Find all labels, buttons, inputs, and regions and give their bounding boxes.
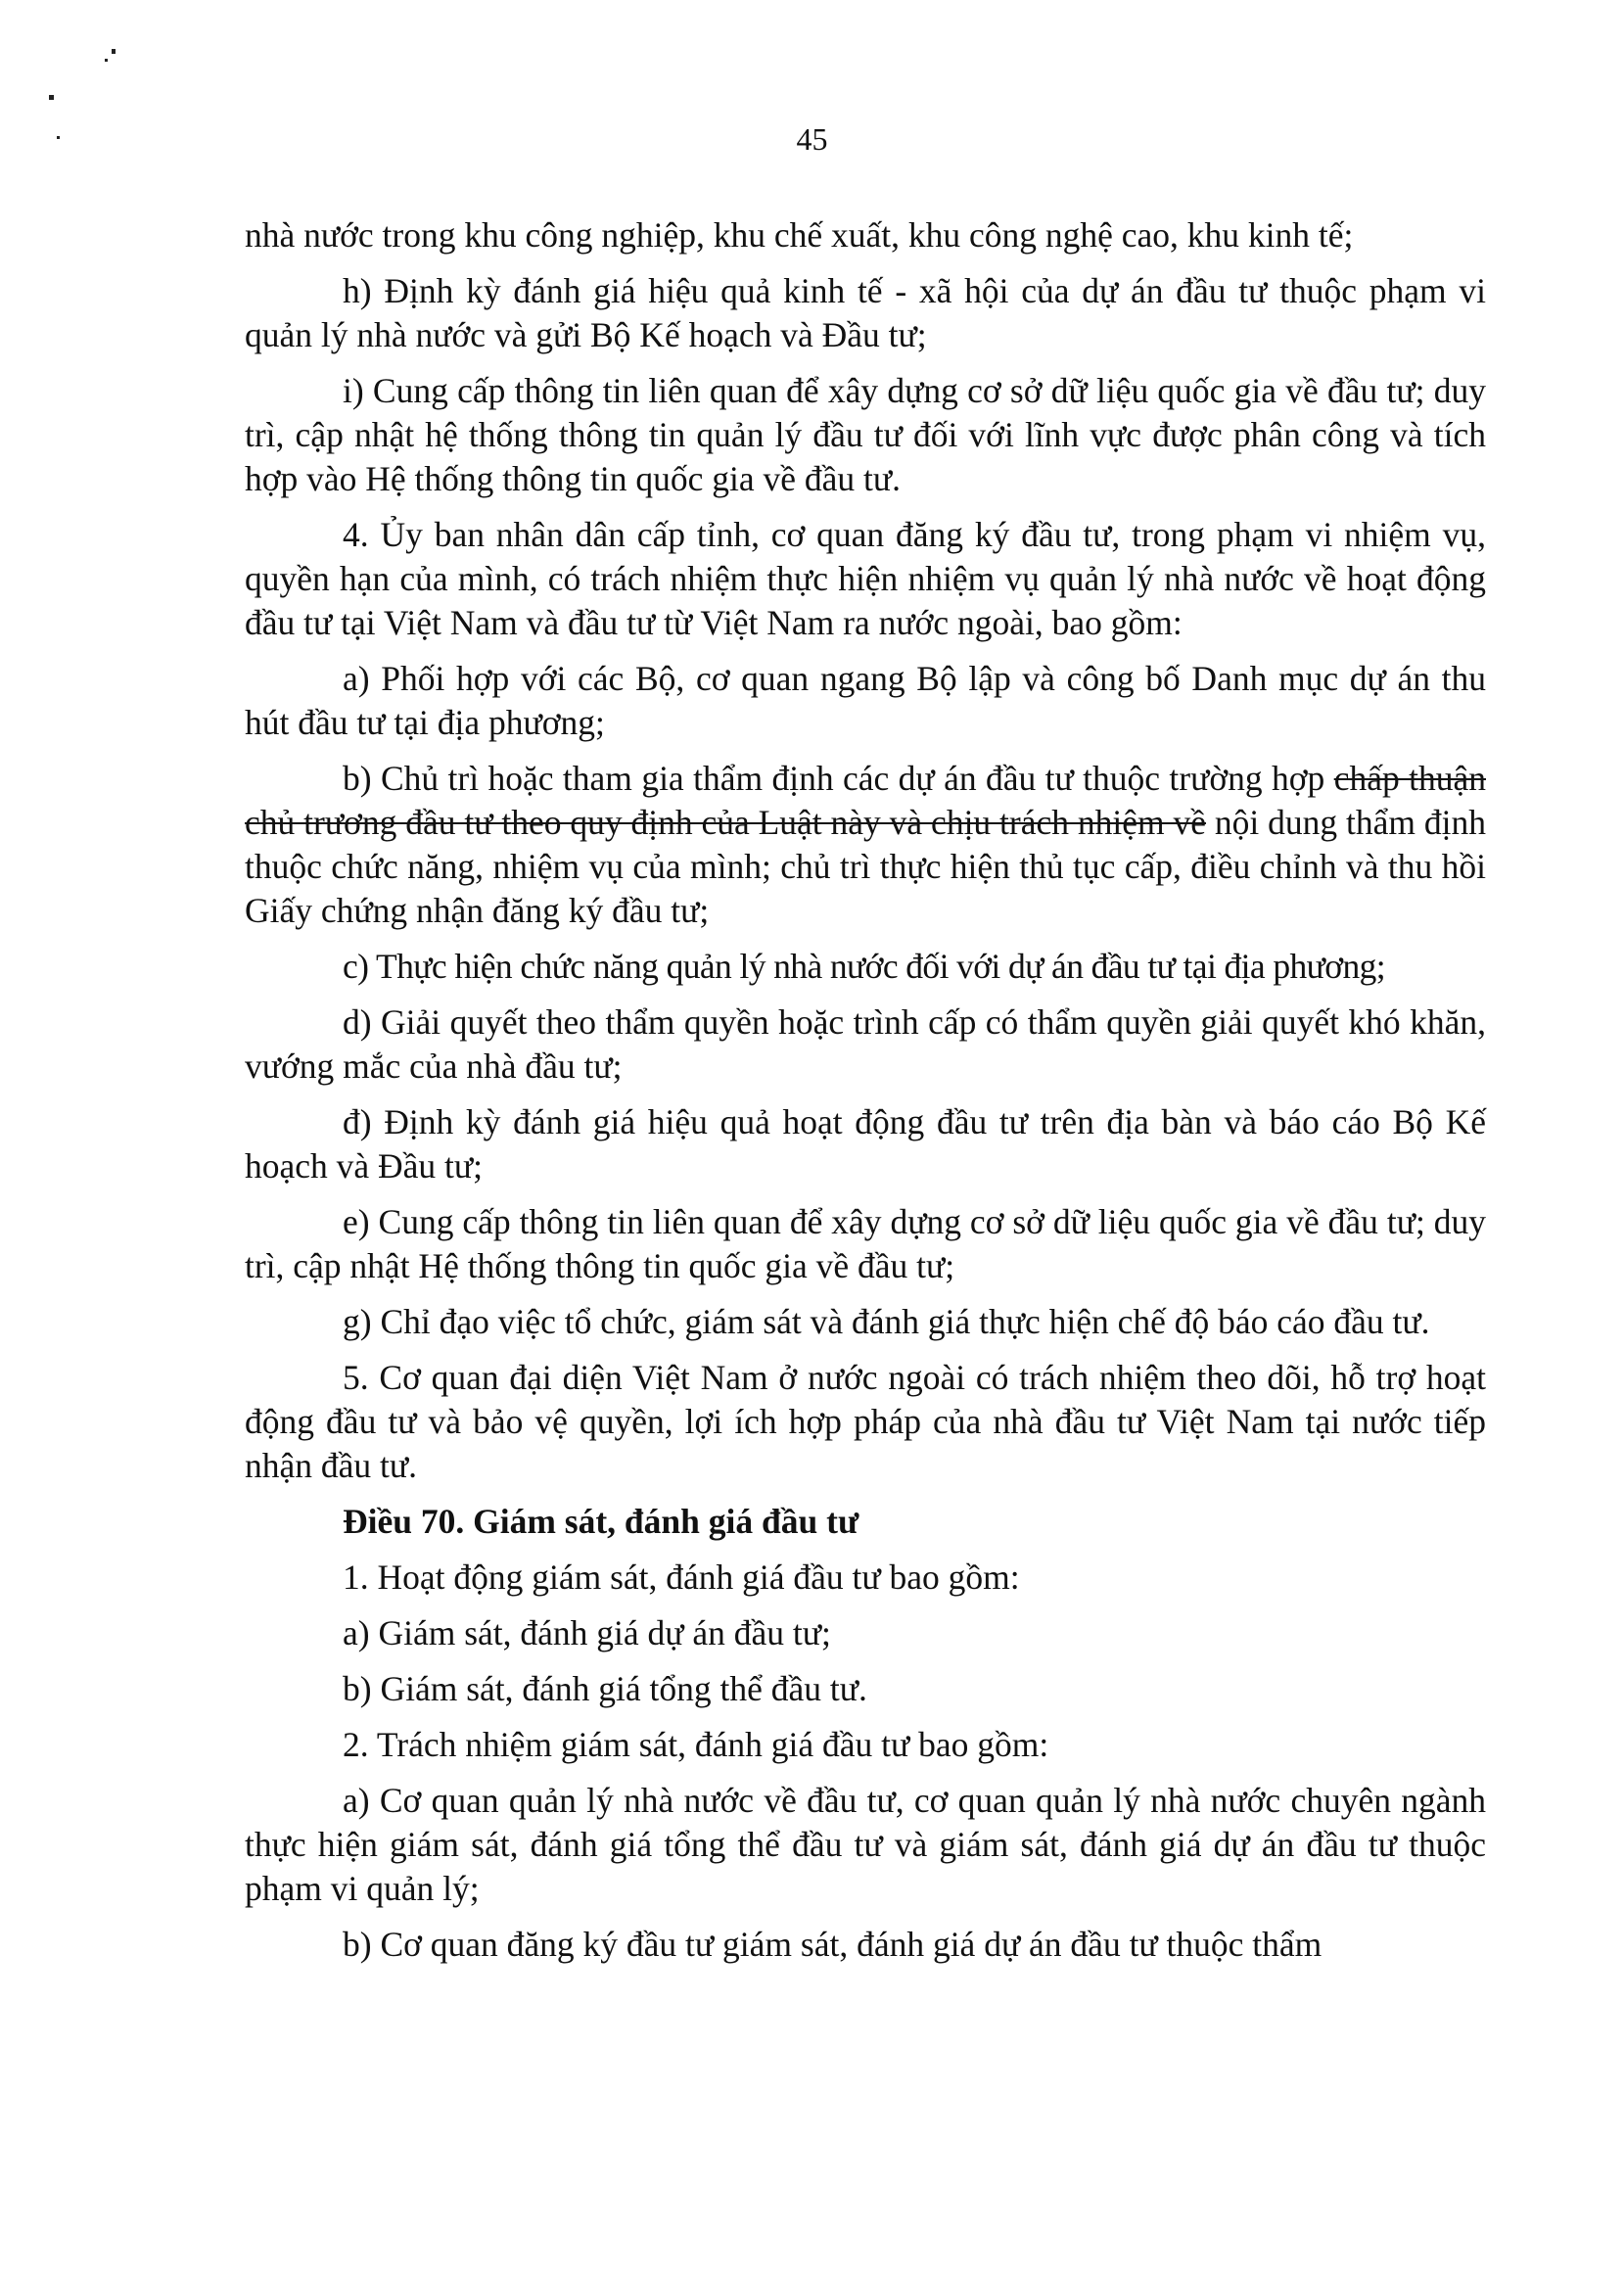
paragraph: 4. Ủy ban nhân dân cấp tỉnh, cơ quan đăng ký đầu tư, trong phạm vi nhiệm vụ, quyền hạn của mình, có trách nhiệm thực hiện nhiệm vụ quản lý nhà nước về hoạt động đầu tư tại Việt Nam và đầu tư từ Việt Nam ra nước ngoài, bao gồm:	[245, 515, 1486, 642]
paragraph: e) Cung cấp thông tin liên quan để xây dựng cơ sở dữ liệu quốc gia về đầu tư; duy trì, cập nhật Hệ thống thông tin quốc gia về đầu tư;	[245, 1202, 1486, 1285]
scan-speck	[49, 95, 54, 100]
paragraph: 5. Cơ quan đại diện Việt Nam ở nước ngoài có trách nhiệm theo dõi, hỗ trợ hoạt động đầu tư và bảo vệ quyền, lợi ích hợp pháp của nhà đầu tư Việt Nam tại nước tiếp nhận đầu tư.	[245, 1358, 1486, 1485]
paragraph: b) Cơ quan đăng ký đầu tư giám sát, đánh giá dự án đầu tư thuộc thẩm	[343, 1925, 1322, 1964]
article-heading: Điều 70. Giám sát, đánh giá đầu tư	[343, 1502, 859, 1541]
paragraph: d) Giải quyết theo thẩm quyền hoặc trình cấp có thẩm quyền giải quyết khó khăn, vướng mắc của nhà đầu tư;	[245, 1002, 1486, 1086]
page-number: 45	[796, 121, 828, 157]
paragraph: a) Phối hợp với các Bộ, cơ quan ngang Bộ lập và công bố Danh mục dự án thu hút đầu tư tại địa phương;	[245, 659, 1486, 742]
paragraph-text: nội dung thẩm định thuộc chức năng, nhiệm vụ của mình; chủ trì thực hiện thủ tục cấp, điều chỉnh và thu hồi Giấy chứng nhận đăng ký đầu tư;	[245, 803, 1486, 930]
paragraph-text: b) Chủ trì hoặc tham gia thẩm định các dự án đầu tư thuộc trường hợp	[343, 759, 1334, 798]
paragraph: 2. Trách nhiệm giám sát, đánh giá đầu tư bao gồm:	[343, 1725, 1049, 1764]
paragraph: b) Giám sát, đánh giá tổng thể đầu tư.	[343, 1669, 867, 1708]
paragraph: c) Thực hiện chức năng quản lý nhà nước đối với dự án đầu tư tại địa phương;	[343, 947, 1386, 986]
paragraph: h) Định kỳ đánh giá hiệu quả kinh tế - xã hội của dự án đầu tư thuộc phạm vi quản lý nhà nước và gửi Bộ Kế hoạch và Đầu tư;	[245, 271, 1486, 354]
paragraph: a) Cơ quan quản lý nhà nước về đầu tư, cơ quan quản lý nhà nước chuyên ngành thực hiện giám sát, đánh giá tổng thể đầu tư và giám sát, đánh giá dự án đầu tư thuộc phạm vi quản lý;	[245, 1781, 1486, 1908]
document-body	[245, 213, 1486, 1978]
paragraph: a) Giám sát, đánh giá dự án đầu tư;	[343, 1613, 831, 1652]
paragraph: g) Chỉ đạo việc tổ chức, giám sát và đánh giá thực hiện chế độ báo cáo đầu tư.	[343, 1302, 1430, 1341]
paragraph: 1. Hoạt động giám sát, đánh giá đầu tư bao gồm:	[343, 1558, 1020, 1597]
paragraph: nhà nước trong khu công nghiệp, khu chế xuất, khu công nghệ cao, khu kinh tế;	[245, 215, 1354, 255]
paragraph-with-strikethrough	[245, 757, 1486, 933]
scan-speck	[105, 59, 108, 62]
scan-speck	[112, 49, 116, 54]
paragraph: đ) Định kỳ đánh giá hiệu quả hoạt động đầu tư trên địa bàn và báo cáo Bộ Kế hoạch và Đầu tư;	[245, 1102, 1486, 1186]
paragraph: i) Cung cấp thông tin liên quan để xây dựng cơ sở dữ liệu quốc gia về đầu tư; duy trì, cập nhật hệ thống thông tin quản lý đầu tư đối với lĩnh vực được phân công và tích hợp vào Hệ thống thông tin quốc gia về đầu tư.	[245, 371, 1486, 498]
struck-text: chấp thuận chủ trương đầu tư theo quy định của Luật này và chịu trách nhiệm về	[245, 759, 1486, 842]
